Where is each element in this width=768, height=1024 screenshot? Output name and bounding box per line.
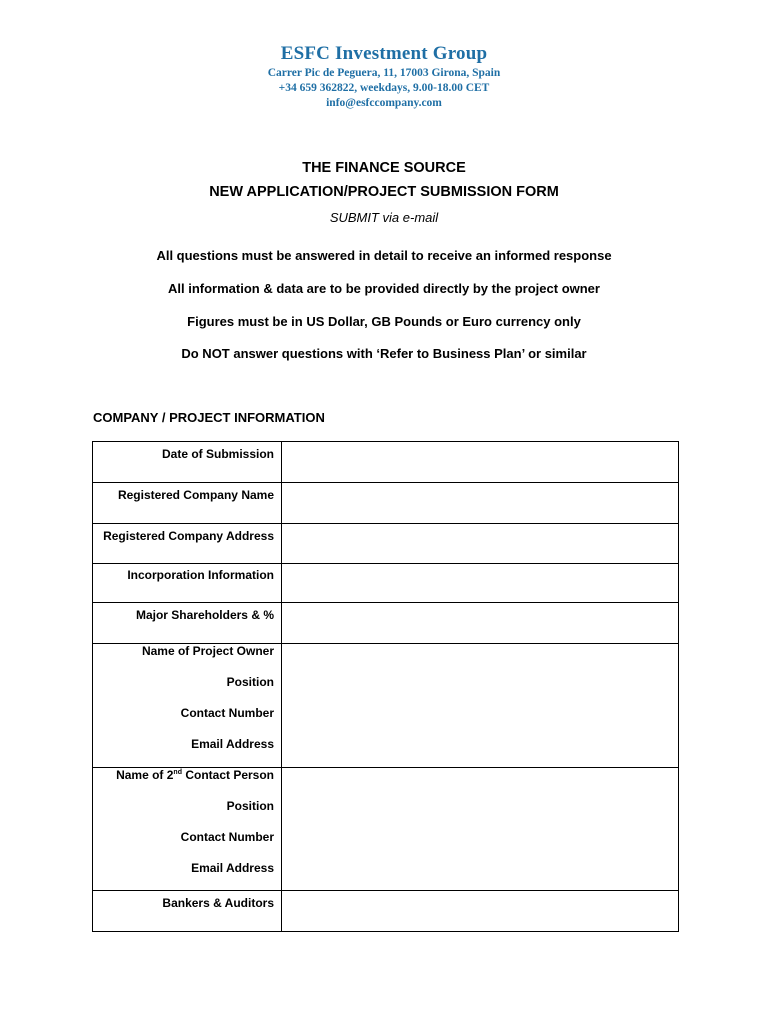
registered-company-address-field[interactable]	[282, 524, 679, 564]
form-row-company-address	[93, 524, 679, 564]
label-cell	[93, 442, 282, 483]
bankers-auditors-label: Bankers & Auditors	[162, 896, 274, 910]
project-owner-name-label: Name of Project Owner	[141, 644, 274, 658]
form-row-date	[93, 442, 679, 483]
label-cell	[93, 564, 282, 603]
incorporation-information-field[interactable]	[282, 564, 679, 603]
form-titles	[0, 156, 768, 228]
major-shareholders-field[interactable]	[282, 603, 679, 644]
rule-line-4: Do NOT answer questions with ‘Refer to Business Plan’ or similar	[181, 346, 587, 361]
company-name: ESFC Investment Group	[280, 43, 488, 64]
label-cell	[93, 483, 282, 524]
project-owner-position-label: Position	[226, 675, 274, 689]
registered-company-address-label: Registered Company Address	[103, 529, 274, 543]
letterhead	[0, 42, 768, 111]
company-email: info@esfccompany.com	[326, 97, 442, 109]
company-phone: +34 659 362822, weekdays, 9.00-18.00 CET	[278, 82, 490, 94]
form-row-bankers	[93, 891, 679, 932]
second-contact-label-suffix: Contact Person	[181, 768, 274, 782]
form-row-incorporation	[93, 564, 679, 603]
submit-note: SUBMIT via e-mail	[329, 210, 439, 225]
form-title: NEW APPLICATION/PROJECT SUBMISSION FORM	[209, 184, 559, 200]
form-row-shareholders	[93, 603, 679, 644]
form-row-second-contact	[93, 768, 679, 891]
label-cell	[93, 891, 282, 932]
second-contact-label-prefix: Name of 2	[116, 768, 174, 782]
second-contact-email-label: Email Address	[191, 861, 274, 875]
label-cell	[93, 644, 282, 768]
registered-company-name-field[interactable]	[282, 483, 679, 524]
registered-company-name-label: Registered Company Name	[117, 488, 274, 502]
label-cell	[93, 768, 282, 891]
second-contact-name-label	[93, 768, 281, 783]
ordinal-suffix: nd	[173, 769, 182, 776]
date-of-submission-field[interactable]	[282, 442, 679, 483]
rule-line-1: All questions must be answered in detail to receive an informed response	[156, 248, 612, 263]
incorporation-information-label: Incorporation Information	[127, 568, 274, 582]
project-owner-email-label: Email Address	[191, 737, 274, 751]
project-owner-field[interactable]	[282, 644, 679, 768]
form-row-company-name	[93, 483, 679, 524]
form-row-project-owner	[93, 644, 679, 768]
second-contact-field[interactable]	[282, 768, 679, 891]
major-shareholders-label: Major Shareholders & %	[135, 608, 274, 622]
rule-line-2: All information & data are to be provided directly by the project owner	[168, 281, 600, 296]
company-project-table	[92, 441, 679, 932]
document-title: THE FINANCE SOURCE	[302, 160, 466, 176]
second-contact-number-label: Contact Number	[180, 830, 274, 844]
company-address: Carrer Pic de Peguera, 11, 17003 Girona, Spain	[267, 67, 501, 79]
project-owner-contact-label: Contact Number	[180, 706, 274, 720]
label-cell	[93, 603, 282, 644]
label-cell	[93, 524, 282, 564]
rule-line-3: Figures must be in US Dollar, GB Pounds or Euro currency only	[187, 314, 581, 329]
section-heading: COMPANY / PROJECT INFORMATION	[93, 410, 325, 425]
date-of-submission-label: Date of Submission	[161, 447, 274, 461]
bankers-auditors-field[interactable]	[282, 891, 679, 932]
second-contact-position-label: Position	[226, 799, 274, 813]
